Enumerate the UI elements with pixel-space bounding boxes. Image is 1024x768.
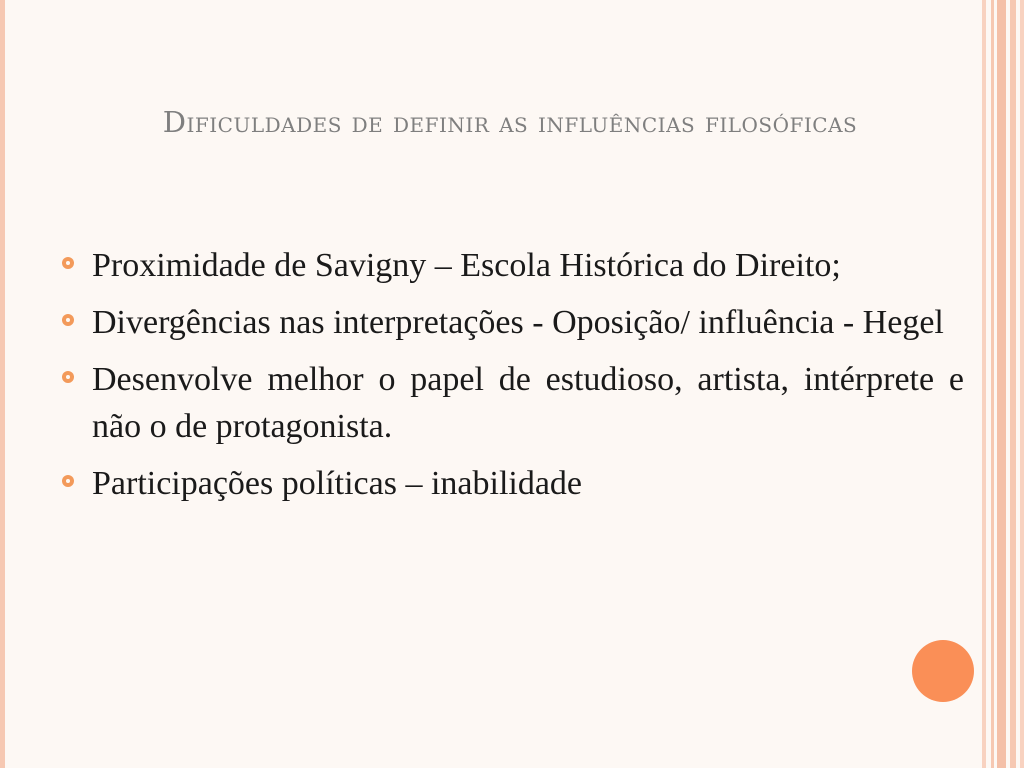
bullet-text: Desenvolve melhor o papel de estudioso, artista, intérprete e não o de protagonista. — [92, 361, 964, 445]
bullet-icon — [62, 257, 74, 269]
stripe — [991, 0, 994, 768]
stripe — [997, 0, 1006, 768]
list-item — [62, 356, 964, 450]
stripe — [982, 0, 986, 768]
bullet-list — [62, 242, 964, 517]
bullet-icon — [62, 475, 74, 487]
decorative-circle — [912, 640, 974, 702]
stripe — [1020, 0, 1024, 768]
bullet-text: Divergências nas interpretações - Oposição/ influência - Hegel — [92, 304, 944, 341]
stripe — [1010, 0, 1016, 768]
list-item — [62, 242, 964, 289]
left-border-stripe — [0, 0, 5, 768]
slide-title: Dificuldades de definir as influências filosóficas — [162, 105, 858, 139]
bullet-icon — [62, 314, 74, 326]
bullet-text: Proximidade de Savigny – Escola Histórica do Direito; — [92, 247, 841, 284]
list-item — [62, 460, 964, 507]
bullet-text: Participações políticas – inabilidade — [92, 465, 583, 502]
bullet-icon — [62, 371, 74, 383]
list-item — [62, 299, 964, 346]
right-decorative-stripes — [980, 0, 1024, 768]
